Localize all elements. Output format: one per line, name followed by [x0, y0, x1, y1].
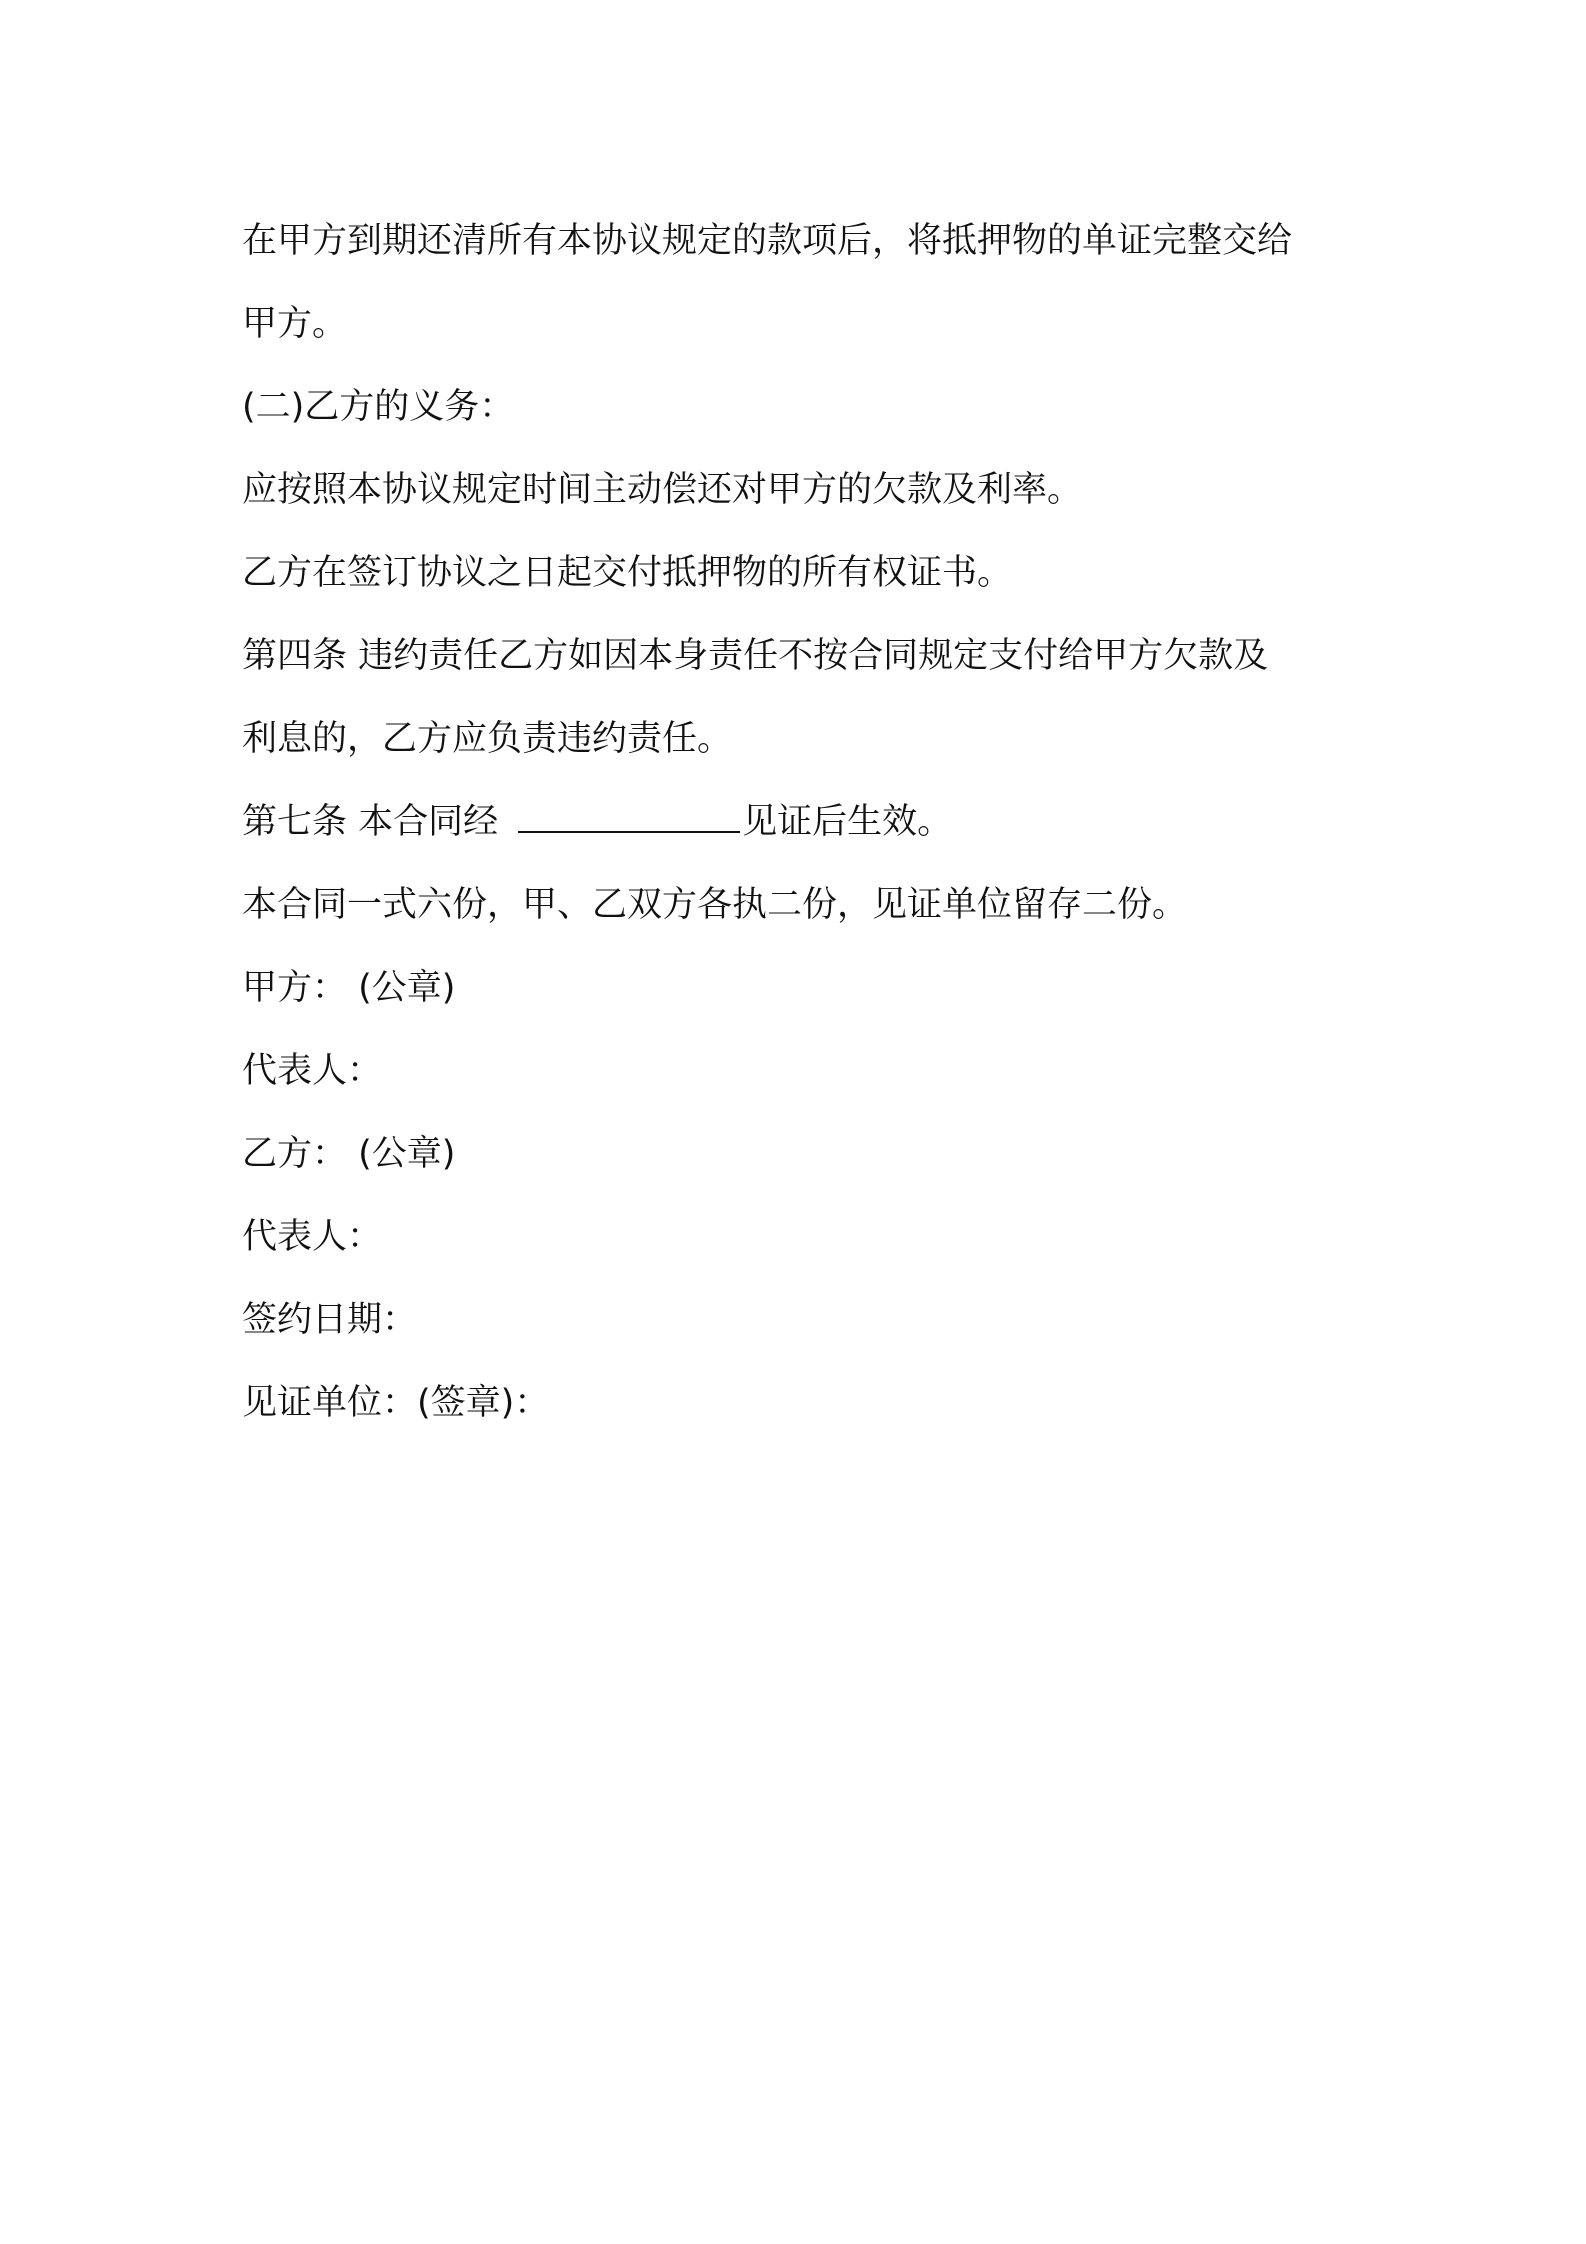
signing-date: 签约日期： [242, 1300, 418, 1340]
paragraph-line: 应按照本协议规定时间主动偿还对甲方的欠款及利率。 [242, 470, 1083, 510]
party-b-representative: 代表人： [242, 1217, 383, 1257]
paragraph-line: 乙方在签订协议之日起交付抵押物的所有权证书。 [242, 553, 1013, 593]
article-7-line [242, 781, 1362, 864]
party-a-representative: 代表人： [242, 1051, 383, 1091]
paragraph-line: 在甲方到期还清所有本协议规定的款项后，将抵押物的单证完整交给 [242, 221, 1293, 261]
section-heading: (二)乙方的义务： [242, 387, 515, 427]
witness-blank [518, 801, 740, 833]
paragraph-line: 甲方。 [242, 304, 348, 344]
paragraph-line: 利息的，乙方应负责违约责任。 [242, 719, 733, 759]
document-body [242, 200, 1362, 1445]
article-7-suffix: 见证后生效。 [742, 802, 953, 842]
copies-line: 本合同一式六份，甲、乙双方各执二份，见证单位留存二份。 [242, 885, 1188, 925]
witness-unit: 见证单位：(签章)： [242, 1383, 550, 1423]
party-b-seal: 乙方： (公章) [242, 1134, 456, 1174]
party-a-seal: 甲方： (公章) [242, 968, 456, 1008]
article-7-prefix: 第七条 本合同经 [242, 802, 499, 842]
article-4-line: 第四条 违约责任乙方如因本身责任不按合同规定支付给甲方欠款及 [242, 636, 1269, 676]
